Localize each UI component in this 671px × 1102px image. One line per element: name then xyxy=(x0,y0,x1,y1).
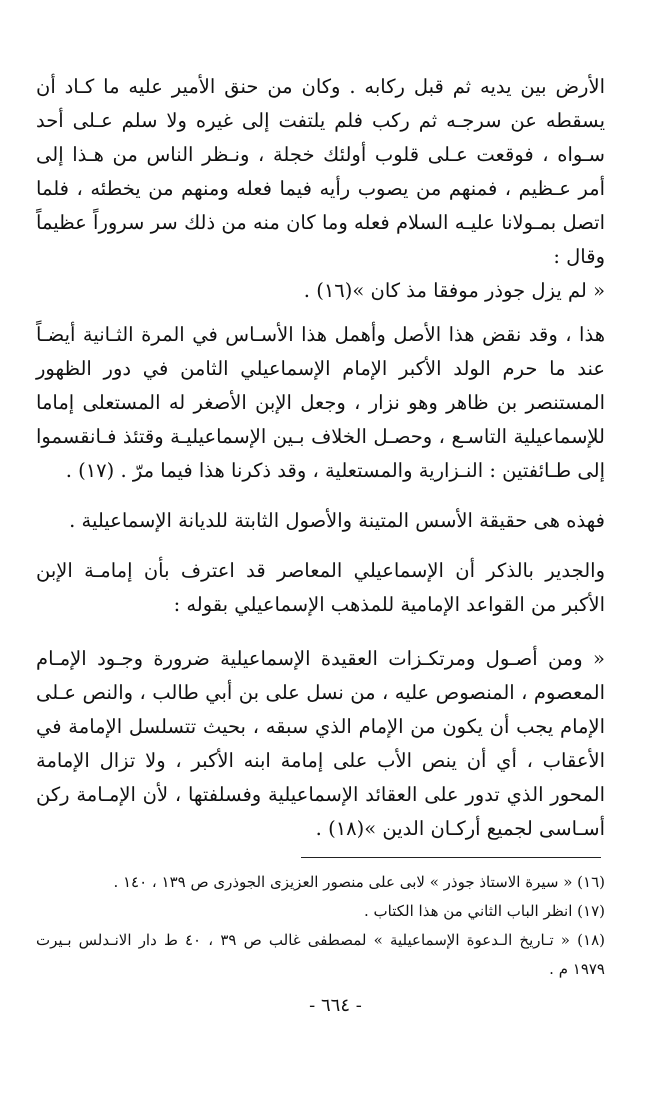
paragraph-4: فهذه هى حقيقة الأسس المتينة والأصول الثابتة للديانة الإسماعيلية . xyxy=(69,509,605,532)
page-number: - ٦٦٤ - xyxy=(309,995,362,1016)
paragraph-5: والجدير بالذكر أن الإسماعيلي المعاصر قد اعترف بأن إمامـة الإبن الأكبر من القواعد الإمامية للمذهب الإسماعيلي بقوله : xyxy=(36,559,605,616)
footnote-16: (١٦) « سيرة الاستاذ جوذر » لابى على منصور العزيزى الجوذرى ص ١٣٩ ، ١٤٠ . xyxy=(113,873,605,891)
footnote-17: (١٧) انظر الباب الثاني من هذا الكتاب . xyxy=(363,902,605,920)
paragraph-1: الأرض بين يديه ثم قبل ركابه . وكان من حنق الأمير عليه ما كـاد أن يسقطه عن سرجـه ثم ركب فلم يلتفت إلى غيره ولا سلم عـلى أحد سـواه ، فوقعت عـلى قلوب أولئك خجلة ، ونـظر الناس من هـذا إلى أمر عـظيم ، فمنهم من يصوب رأيه فيما فعله ومنهم من يخطئه ، فلما اتصل بمـولانا عليـه السلام فعله وما كان منه من ذلك سر سروراً عظيماً وقال : xyxy=(36,75,605,268)
footnote-separator xyxy=(301,857,601,858)
paragraph-6-quote: « ومن أصـول ومرتكـزات العقيدة الإسماعيلية ضرورة وجـود الإمـام المعصوم ، المنصوص عليه ، من نسل على بن أبي طالب ، والنص عـلى الإمام يجب أن يكون من الإمام الذي سبقه ، بحيث تتسلسل الإمامة في الأعقاب ، أي أن ينص الأب على إمامة ابنه الأكبر ، ولا تزال الإمامة المحور الذي تدور على العقائد الإسماعيلية وفسلفتها ، لأن الإمـامة ركن أسـاسى لجميع أركـان الدين »(١٨) . xyxy=(36,647,605,840)
footnote-18: (١٨) « تـاريخ الـدعوة الإسماعيلية » لمصطفى غالب ص ٣٩ ، ٤٠ ط دار الانـدلس بـيرت ١٩٧٩ م . xyxy=(36,931,605,978)
paragraph-3: هذا ، وقد نقض هذا الأصل وأهمل هذا الأسـاس في المرة الثـانية أيضـاً عند ما حرم الولد الأكبر الإمام الإسماعيلي الثامن في دور الظهور المستنصر بن ظاهر وهو نزار ، وجعل الإبن الأصغر له المستعلى إماما للإسماعيلية التاسـع ، وحصـل الخلاف بـين الإسماعيليـة وقتئذ فـانقسموا إلى طـائفتين : النـزارية والمستعلية ، وقد ذكرنا هذا فيما مرّ . (١٧) . xyxy=(36,323,605,482)
main-text xyxy=(36,70,605,846)
footnotes xyxy=(36,868,605,984)
paragraph-2-quote: « لم يزل جوذر موفقا مذ كان »(١٦) . xyxy=(303,279,605,302)
